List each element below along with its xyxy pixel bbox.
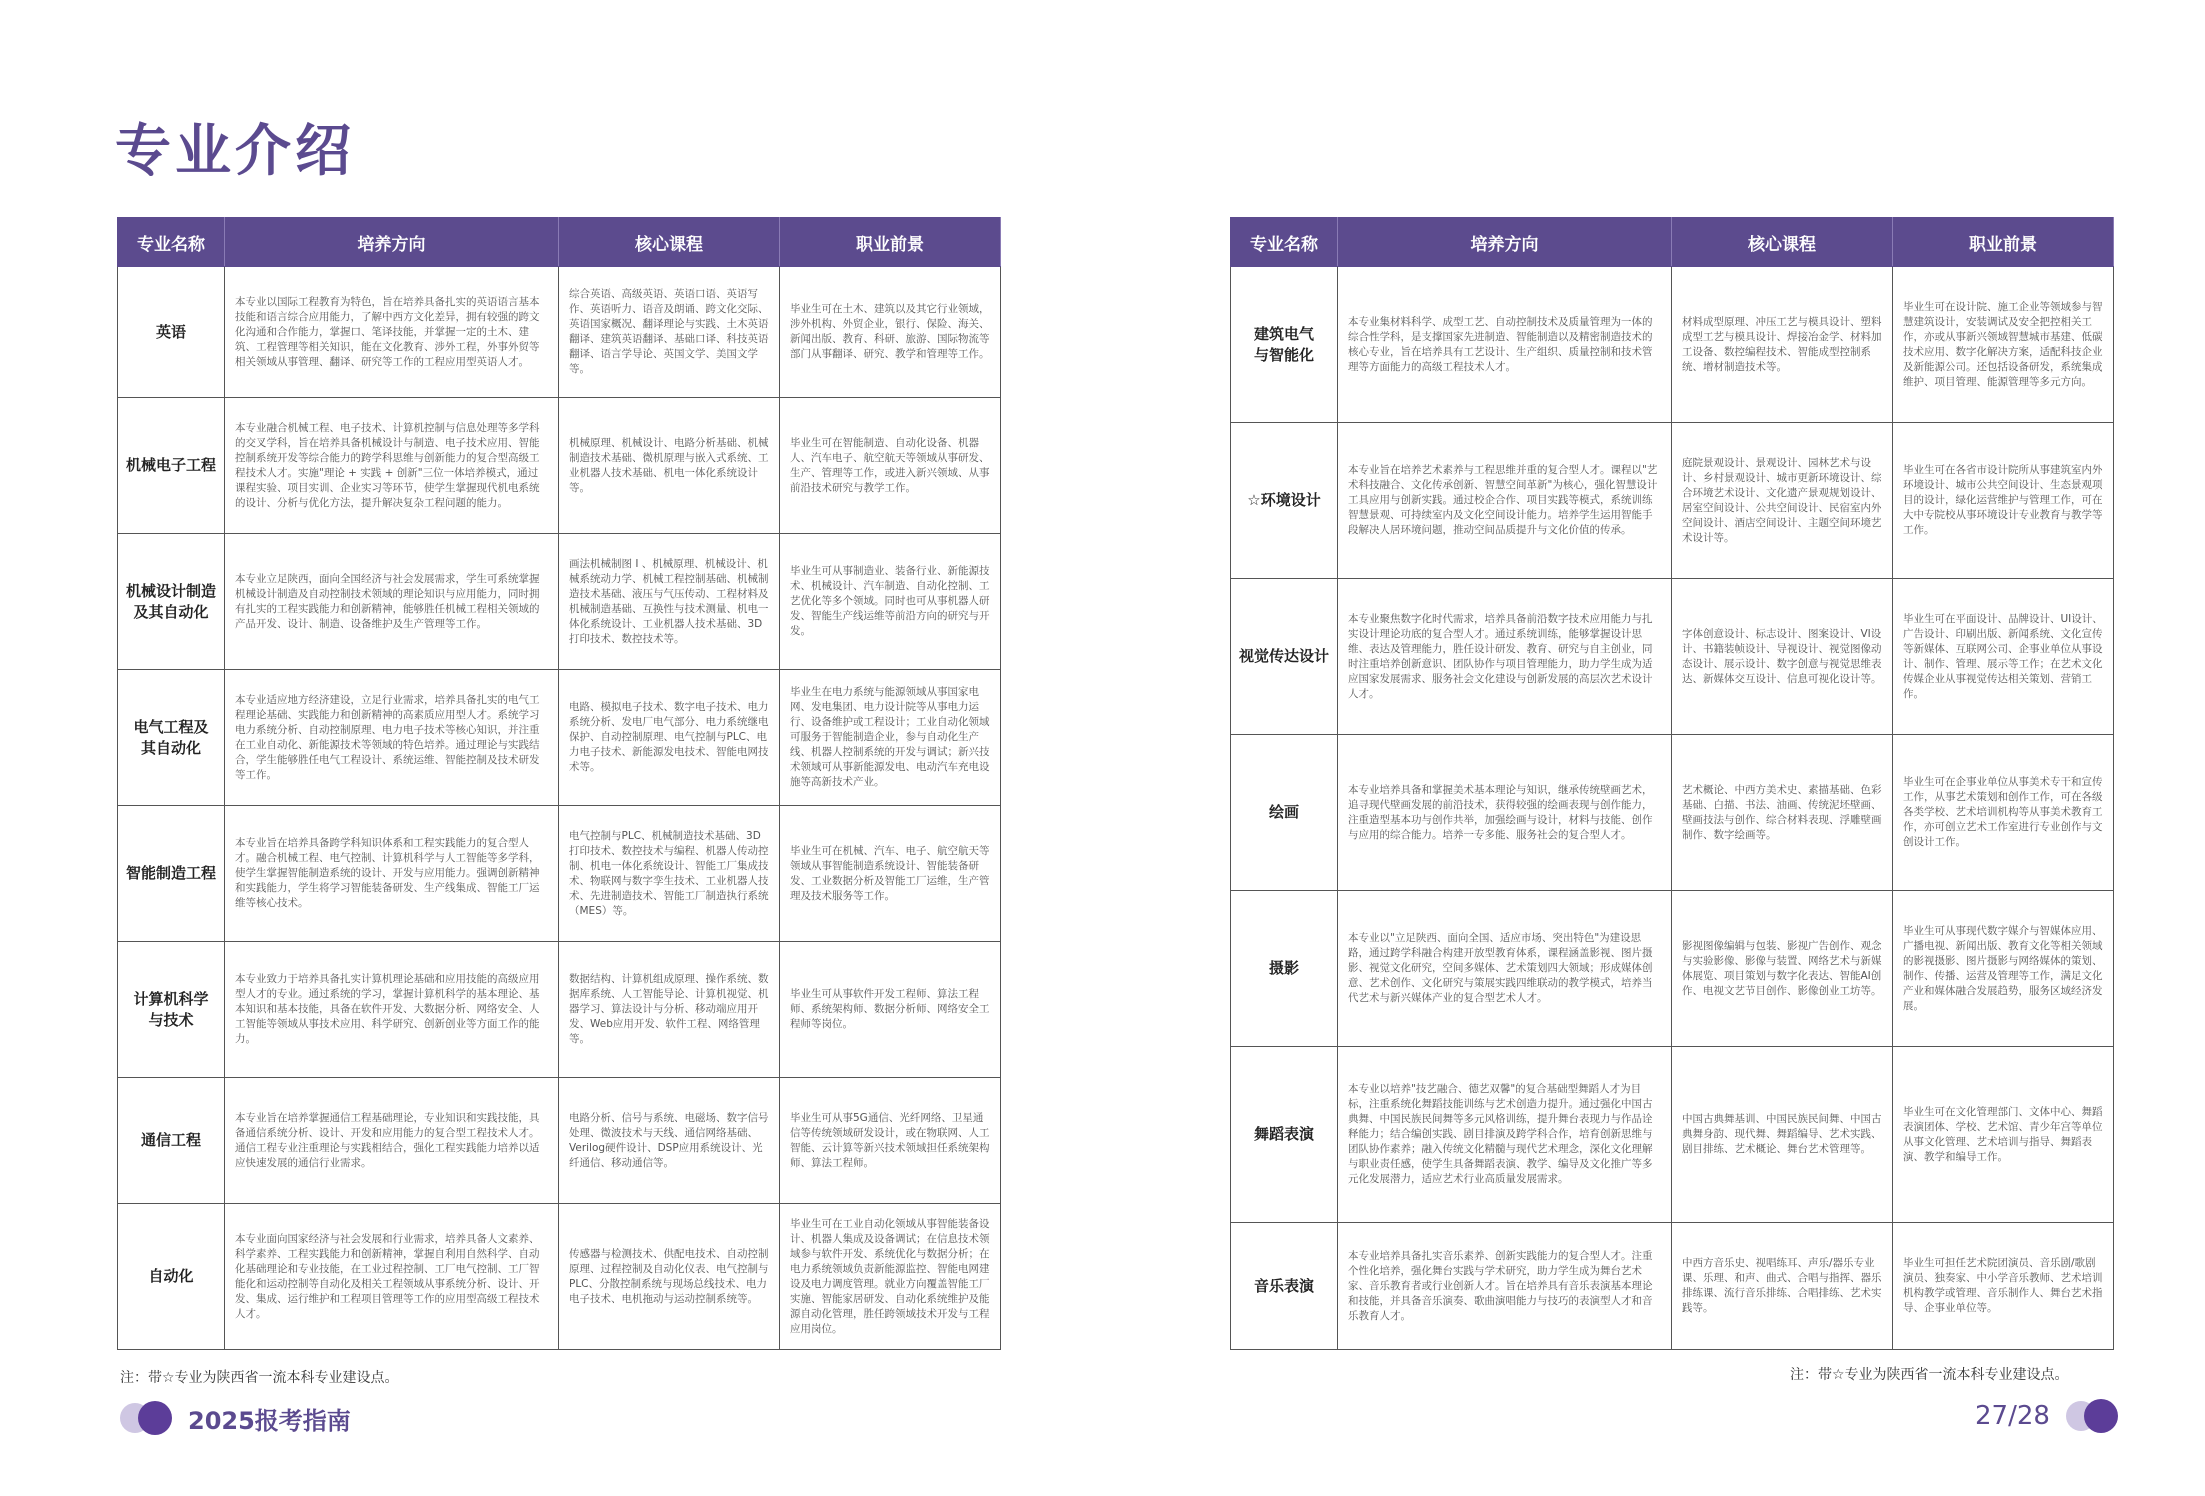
major-name: 摄影 — [1231, 891, 1338, 1047]
header-name: 专业名称 — [1231, 218, 1338, 267]
major-direction: 本专业旨在培养艺术素养与工程思维并重的复合型人才。课程以"艺术科技融合、文化传承创新、智慧空间革新"为核心，强化智慧设计工具应用与创新实践。通过校企合作、项目实践等模式，系统训练智慧景观、可持续室内及文化空间设计能力。培养学生运用智能手段解决人居环境问题，推动空间品质提升与文化价值的传承。 — [1338, 423, 1672, 579]
brand-text: 2025报考指南 — [188, 1406, 351, 1435]
major-courses: 传感器与检测技术、供配电技术、自动控制原理、过程控制及自动化仪表、电气控制与PLC、分散控制系统与现场总线技术、电力电子技术、电机拖动与运动控制系统等。 — [559, 1204, 780, 1350]
major-direction: 本专业聚焦数字化时代需求，培养具备前沿数字技术应用能力与扎实设计理论功底的复合型人才。通过系统训练，能够掌握设计思维、表达及管理能力，胜任设计研发、教育、研究与自主创业，同时注重培养创新意识、团队协作与项目管理能力，助力学生成为适应国家发展需求、服务社会文化建设与创新发展的高层次艺术设计人才。 — [1338, 579, 1672, 735]
major-name: 自动化 — [118, 1204, 225, 1350]
major-name: 机械电子工程 — [118, 398, 225, 534]
table-row — [1231, 267, 2114, 423]
circles-icon — [2066, 1399, 2122, 1433]
major-direction: 本专业面向国家经济与社会发展和行业需求，培养具备人文素养、科学素养、工程实践能力和创新精神，掌握自利用自然科学、自动化基础理论和专业技能，在工业过程控制、工厂电气控制、工厂智能化和运动控制等自动化及相关工程领域从事系统分析、设计、开发、集成、运行维护和工程项目管理等工作的应用型高级工程技术人才。 — [225, 1204, 559, 1350]
table-row — [118, 1078, 1001, 1204]
header-name: 专业名称 — [118, 218, 225, 267]
major-career: 毕业生可在机械、汽车、电子、航空航天等领域从事智能制造系统设计、智能装备研发、工业数据分析及智能工厂运维，生产管理及技术服务等工作。 — [780, 806, 1001, 942]
table-row — [118, 267, 1001, 398]
major-name: ☆环境设计 — [1231, 423, 1338, 579]
major-courses: 机械原理、机械设计、电路分析基础、机械制造技术基础、微机原理与嵌入式系统、工业机器人技术基础、机电一体化系统设计等。 — [559, 398, 780, 534]
major-courses: 艺术概论、中西方美术史、素描基础、色彩基础、白描、书法、油画、传统泥坯壁画、壁画技法与创作、综合材料表现、浮雕壁画制作、数字绘画等。 — [1672, 735, 1893, 891]
table-header-row — [1231, 218, 2114, 267]
major-courses: 影视图像编辑与包装、影视广告创作、观念与实验影像、影像与装置、网络艺术与新媒体展览、项目策划与数字化表达、智能AI创作、电视文艺节目创作、影像创业工坊等。 — [1672, 891, 1893, 1047]
major-career: 毕业生可在工业自动化领域从事智能装备设计、机器人集成及设备调试；在信息技术领域参与软件开发、系统优化与数据分析；在电力系统领域负责新能源监控、智能电网建设及电力调度管理。就业方向覆盖智能工厂实施、智能家居研发、自动化系统维护及能源自动化管理，胜任跨领域技术开发与工程应用岗位。 — [780, 1204, 1001, 1350]
major-direction: 本专业集材料科学、成型工艺、自动控制技术及质量管理为一体的综合性学科，是支撑国家先进制造、智能制造以及精密制造技术的核心专业，旨在培养具有工艺设计、生产组织、质量控制和技术管理等方面能力的高级工程技术人才。 — [1338, 267, 1672, 423]
major-career: 毕业生可从事制造业、装备行业、新能源技术、机械设计、汽车制造、自动化控制、工艺优化等多个领域。同时也可从事机器人研发、智能生产线运维等前沿方向的研究与开发。 — [780, 534, 1001, 670]
major-direction: 本专业旨在培养具备跨学科知识体系和工程实践能力的复合型人才。融合机械工程、电气控制、计算机科学与人工智能等多学科，使学生掌握智能制造系统的设计、开发与应用能力。强调创新精神和实践能力，学生将学习智能装备研发、生产线集成、智能工厂运维等核心技术。 — [225, 806, 559, 942]
footnote-right: 注：带☆专业为陕西省一流本科专业建设点。 — [1790, 1367, 2069, 1383]
major-direction: 本专业立足陕西，面向全国经济与社会发展需求，学生可系统掌握机械设计制造及自动控制技术领域的理论知识与应用能力，同时拥有扎实的工程实践能力和创新精神，能够胜任机械工程相关领域的产品开发、设计、制造、设备维护及生产管理等工作。 — [225, 534, 559, 670]
header-courses: 核心课程 — [559, 218, 780, 267]
major-courses: 材料成型原理、冲压工艺与模具设计、塑料成型工艺与模具设计、焊接冶金学、材料加工设备、数控编程技术、智能成型控制系统、增材制造技术等。 — [1672, 267, 1893, 423]
table-row — [1231, 1047, 2114, 1223]
major-courses: 数据结构、计算机组成原理、操作系统、数据库系统、人工智能导论、计算机视觉、机器学习、算法设计与分析、移动端应用开发、Web应用开发、软件工程、网络管理等。 — [559, 942, 780, 1078]
header-direction: 培养方向 — [225, 218, 559, 267]
table-row — [1231, 891, 2114, 1047]
major-name: 绘画 — [1231, 735, 1338, 891]
footnote-left: 注：带☆专业为陕西省一流本科专业建设点。 — [120, 1370, 399, 1386]
table-row — [1231, 1223, 2114, 1350]
major-direction: 本专业旨在培养掌握通信工程基础理论，专业知识和实践技能，具备通信系统分析、设计、开发和应用能力的复合型工程技术人才。通信工程专业注重理论与实践相结合，强化工程实践能力培养以适应快速发展的通信行业需求。 — [225, 1078, 559, 1204]
major-career: 毕业生可在智能制造、自动化设备、机器人、汽车电子、航空航天等领域从事研发、生产、管理等工作，或进入新兴领域、从事前沿技术研究与教学工作。 — [780, 398, 1001, 534]
major-direction: 本专业以国际工程教育为特色，旨在培养具备扎实的英语语言基本技能和语言综合应用能力，了解中西方文化差异，拥有较强的跨文化沟通和合作能力，掌握口、笔译技能，并掌握一定的土木、建筑、工程管理等相关知识，能在文化教育、涉外工程，外事外贸等相关领域从事管理、翻译、研究等工作的工程应用型英语人才。 — [225, 267, 559, 398]
major-career: 毕业生可在设计院、施工企业等领域参与智慧建筑设计，安装调试及安全把控相关工作，亦或从事新兴领域智慧城市基建、低碳技术应用、数字化解决方案，适配科技企业及新能源公司。还包括设备研发，系统集成维护、项目管理、能源管理等多元方向。 — [1893, 267, 2114, 423]
header-courses: 核心课程 — [1672, 218, 1893, 267]
major-direction: 本专业以"立足陕西、面向全国、适应市场、突出特色"为建设思路，通过跨学科融合构建开放型教育体系，课程涵盖影视、图片摄影、视觉文化研究，空间多媒体、艺术策划四大领域；形成媒体创意、艺术创作、文化研究与策展实践四维联动的教学模式，培养当代艺术与新兴媒体产业的复合型艺术人才。 — [1338, 891, 1672, 1047]
major-name: 电气工程及 其自动化 — [118, 670, 225, 806]
table-row — [118, 398, 1001, 534]
major-career: 毕业生可在企事业单位从事美术专干和宣传工作，从事艺术策划和创作工作，可在各级各类学校、艺术培训机构等从事美术教育工作，亦可创立艺术工作室进行专业创作与文创设计工作。 — [1893, 735, 2114, 891]
header-direction: 培养方向 — [1338, 218, 1672, 267]
major-career: 毕业生在电力系统与能源领域从事国家电网、发电集团、电力设计院等从事电力运行、设备维护或工程设计；工业自动化领域可服务于智能制造企业，参与自动化生产线、机器人控制系统的开发与调试；新兴技术领域可从事新能源发电、电动汽车充电设施等高新技术产业。 — [780, 670, 1001, 806]
table-row — [1231, 579, 2114, 735]
major-courses: 中西方音乐史、视唱练耳、声乐/器乐专业课、乐理、和声、曲式、合唱与指挥、器乐排练课、流行音乐排练、合唱排练、艺术实践等。 — [1672, 1223, 1893, 1350]
major-career: 毕业生可担任艺术院团演员、音乐剧/歌剧演员、独奏家、中小学音乐教师、艺术培训机构教学或管理、音乐制作人、舞台艺术指导、企事业单位等。 — [1893, 1223, 2114, 1350]
major-courses: 画法机械制图 I 、机械原理、机械设计、机械系统动力学、机械工程控制基础、机械制造技术基础、液压与气压传动、工程材料及机械制造基础、互换性与技术测量、机电一体化系统设计、工业机器人技术基础、3D打印技术、数控技术等。 — [559, 534, 780, 670]
table-row — [1231, 423, 2114, 579]
table-row — [118, 534, 1001, 670]
table-row — [118, 1204, 1001, 1350]
major-career: 毕业生可从事现代数字媒介与智媒体应用、广播电视、新闻出版、教育文化等相关领域的影视摄影、图片摄影与网络媒体的策划、制作、传播、运营及管理等工作，满足文化产业和媒体融合发展趋势，服务区域经济发展。 — [1893, 891, 2114, 1047]
major-career: 毕业生可在文化管理部门、文体中心、舞蹈表演团体、学校、艺术馆、青少年宫等单位从事文化管理、艺术培训与指导、舞蹈表演、教学和编导工作。 — [1893, 1047, 2114, 1223]
major-name: 建筑电气 与智能化 — [1231, 267, 1338, 423]
major-name: 舞蹈表演 — [1231, 1047, 1338, 1223]
table-row — [118, 670, 1001, 806]
circles-icon — [120, 1401, 176, 1435]
major-career: 毕业生可从事5G通信、光纤网络、卫星通信等传统领域研发设计，或在物联网、人工智能、云计算等新兴技术领域担任系统架构师、算法工程师。 — [780, 1078, 1001, 1204]
major-name: 音乐表演 — [1231, 1223, 1338, 1350]
footer-page-number — [1975, 1399, 2134, 1433]
table-row — [1231, 735, 2114, 891]
major-career: 毕业生可在平面设计、品牌设计、UI设计、广告设计、印刷出版、新闻系统、文化宣传等新媒体、互联网公司、企事业单位从事设计、制作、管理、展示等工作；在艺术文化传媒企业从事视觉传达相关策划、营销工作。 — [1893, 579, 2114, 735]
major-courses: 字体创意设计、标志设计、图案设计、VI设计、书籍装帧设计、导视设计、视觉图像动态设计、展示设计、数字创意与视觉思维表达、新媒体交互设计、信息可视化设计等。 — [1672, 579, 1893, 735]
major-name: 机械设计制造 及其自动化 — [118, 534, 225, 670]
major-direction: 本专业以培养"技艺融合、德艺双馨"的复合基础型舞蹈人才为目标，注重系统化舞蹈技能训练与艺术创造力提升。通过强化中国古典舞、中国民族民间舞等多元风格训练，提升舞台表现力与作品诠释能力；结合编创实践、剧目排演及跨学科合作，培育创新思维与团队协作素养；融入传统文化精髓与现代艺术理念，深化文化理解与职业责任感，使学生具备舞蹈表演、教学、编导及文化推广等多元化发展潜力，适应艺术行业高质量发展需求。 — [1338, 1047, 1672, 1223]
major-courses: 电路分析、信号与系统、电磁场、数字信号处理、微波技术与天线、通信网络基础、Verilog硬件设计、DSP应用系统设计、光纤通信、移动通信等。 — [559, 1078, 780, 1204]
major-courses: 电气控制与PLC、机械制造技术基础、3D打印技术、数控技术与编程、机器人传动控制、机电一体化系统设计、智能工厂集成技术、物联网与数字孪生技术、工业机器人技术、先进制造技术、智能工厂制造执行系统（MES）等。 — [559, 806, 780, 942]
header-career: 职业前景 — [1893, 218, 2114, 267]
table-row — [118, 942, 1001, 1078]
major-courses: 中国古典舞基训、中国民族民间舞、中国古典舞身韵、现代舞、舞蹈编导、艺术实践、剧目排练、艺术概论、舞台艺术管理等。 — [1672, 1047, 1893, 1223]
major-career: 毕业生可在土木、建筑以及其它行业领域，涉外机构、外贸企业，银行、保险、海关、新闻出版、教育、科研、旅游、国际物流等部门从事翻译、研究、教学和管理等工作。 — [780, 267, 1001, 398]
major-direction: 本专业培养具备和掌握美术基本理论与知识，继承传统壁画艺术，追寻现代壁画发展的前沿技术，获得较强的绘画表现与创作能力，注重造型基本功与创作共举，加强绘画与设计，材料与技能、创作与应用的综合能力。培养一专多能、服务社会的复合型人才。 — [1338, 735, 1672, 891]
major-name: 智能制造工程 — [118, 806, 225, 942]
major-courses: 综合英语、高级英语、英语口语、英语写作、英语听力、语音及朗诵、跨文化交际、英语国家概况、翻译理论与实践、土木英语翻译、建筑英语翻译、基础口译、科技英语翻译、语言学导论、英国文学、美国文学等。 — [559, 267, 780, 398]
footer-brand — [120, 1401, 351, 1435]
major-table-left — [117, 217, 1001, 1350]
page-title: 专业介绍 — [115, 119, 355, 184]
major-direction: 本专业适应地方经济建设，立足行业需求，培养具备扎实的电气工程理论基础、实践能力和创新精神的高素质应用型人才。系统学习电力系统分析、自动控制原理、电力电子技术等核心知识，并注重在工业自动化、新能源技术等领域的特色培养。通过理论与实践结合，学生能够胜任电气工程设计、系统运维、智能控制及技术研发等工作。 — [225, 670, 559, 806]
major-name: 视觉传达设计 — [1231, 579, 1338, 735]
page-number-text: 27/28 — [1975, 1401, 2050, 1431]
major-courses: 电路、模拟电子技术、数字电子技术、电力系统分析、发电厂电气部分、电力系统继电保护、自动控制原理、电气控制与PLC、电力电子技术、新能源发电技术、智能电网技术等。 — [559, 670, 780, 806]
table-header-row — [118, 218, 1001, 267]
major-direction: 本专业培养具备扎实音乐素养、创新实践能力的复合型人才。注重个性化培养，强化舞台实践与学术研究，助力学生成为舞台艺术家、音乐教育者或行业创新人才。旨在培养具有音乐表演基本理论和技能，并具备音乐演奏、歌曲演唱能力与技巧的表演型人才和音乐教育人才。 — [1338, 1223, 1672, 1350]
major-name: 通信工程 — [118, 1078, 225, 1204]
major-direction: 本专业融合机械工程、电子技术、计算机控制与信息处理等多学科的交叉学科，旨在培养具备机械设计与制造、电子技术应用、智能控制系统开发等综合能力的跨学科思维与创新能力的复合型高级工程技术人才。实施"理论 + 实践 + 创新"三位一体培养模式，通过课程实验、项目实训、企业实习等环节，使学生掌握现代机电系统的设计、分析与优化方法，提升解决复杂工程问题的能力。 — [225, 398, 559, 534]
table-row — [118, 806, 1001, 942]
major-table-right — [1230, 217, 2114, 1350]
major-direction: 本专业致力于培养具备扎实计算机理论基础和应用技能的高级应用型人才的专业。通过系统的学习，掌握计算机科学的基本理论、基本知识和基本技能，具备在软件开发、大数据分析、网络安全、人工智能等领域从事技术应用、科学研究、创新创业等方面工作的能力。 — [225, 942, 559, 1078]
major-career: 毕业生可从事软件开发工程师、算法工程师、系统架构师、数据分析师、网络安全工程师等岗位。 — [780, 942, 1001, 1078]
major-name: 计算机科学 与技术 — [118, 942, 225, 1078]
header-career: 职业前景 — [780, 218, 1001, 267]
major-name: 英语 — [118, 267, 225, 398]
major-career: 毕业生可在各省市设计院所从事建筑室内外环境设计、城市公共空间设计、生态景观项目的设计，绿化运营维护与管理工作，可在大中专院校从事环境设计专业教育与教学等工作。 — [1893, 423, 2114, 579]
major-courses: 庭院景观设计、景观设计、园林艺术与设计、乡村景观设计、城市更新环境设计、综合环境艺术设计、文化遗产景观规划设计、居室空间设计、公共空间设计、民宿室内外空间设计、酒店空间设计、主题空间环境艺术设计等。 — [1672, 423, 1893, 579]
